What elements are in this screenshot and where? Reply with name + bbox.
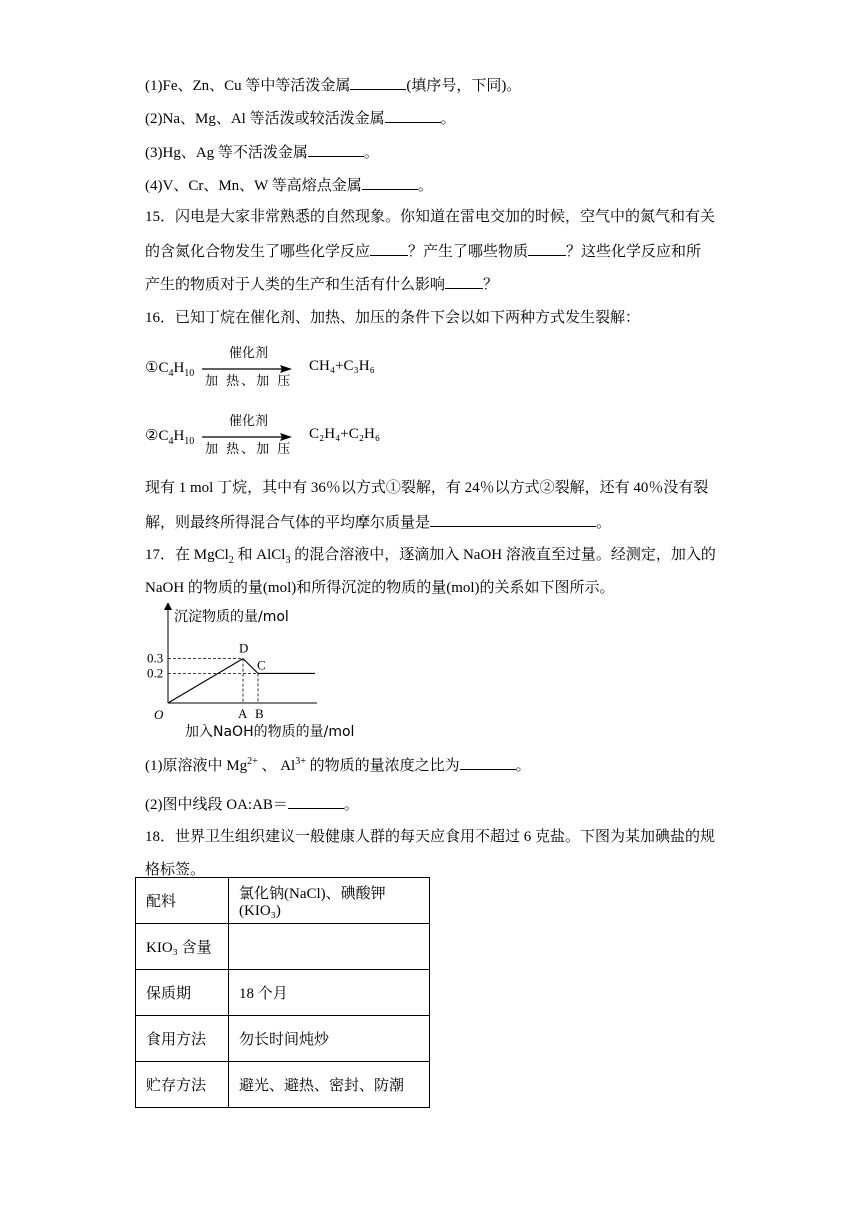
- table-row: [136, 1062, 430, 1108]
- q16-line-1: 16．已知丁烷在催化剂、加热、加压的条件下会以如下两种方式发生裂解：: [145, 310, 641, 326]
- series-segment: [243, 659, 258, 674]
- condition-label: 加 热、加 压: [205, 442, 293, 457]
- chart-guides: [168, 659, 258, 703]
- answer-blank[interactable]: [460, 754, 516, 770]
- series-segment: [168, 659, 243, 703]
- table-cell-key: 食用方法: [136, 1016, 229, 1062]
- q17-sub-1: (1)原溶液中 $Mg^{2+}$ 、 $Al^{3+}$ 的物质的量浓度之比为 。: [145, 756, 531, 774]
- x-tick-label: A: [238, 706, 248, 721]
- reaction-2: [145, 414, 745, 457]
- reaction-1-reactant: $①C_4H_{10}$: [145, 360, 195, 379]
- q15-line-1: 15．闪电是大家非常熟悉的自然现象。你知道在雷电交加的时候，空气中的氮气和有关: [145, 209, 716, 225]
- table-row: [136, 970, 430, 1016]
- table-cell-key: 配料: [136, 878, 229, 924]
- reaction-2-product: C₂H₄+C₂H₆: [309, 426, 381, 442]
- table-cell-key: KIO₃ 含量: [136, 924, 229, 970]
- answer-blank[interactable]: [528, 240, 566, 256]
- q14-item-1: (1)Fe、Zn、Cu 等中等活泼金属 (填序号，下同)。: [145, 74, 521, 96]
- x-tick-label: B: [255, 706, 264, 721]
- x-axis-label: 加入NaOH的物质的量/mol: [185, 724, 355, 740]
- q14-item-3: (3)Hg、Ag 等不活泼金属 。: [145, 141, 379, 163]
- reaction-1: [145, 346, 745, 389]
- q18-line-2: 格标签。: [145, 862, 206, 878]
- answer-blank[interactable]: [308, 141, 364, 157]
- q18-line-1: 18．世界卫生组织建议一般健康人群的每天应食用不超过 6 克盐。下图为某加碘盐的规: [145, 829, 716, 845]
- answer-blank[interactable]: [362, 174, 418, 190]
- answer-blank[interactable]: [288, 793, 344, 809]
- q14-item-2: (2)Na、Mg、Al 等活泼或较活泼金属 。: [145, 107, 456, 129]
- answer-blank[interactable]: [370, 240, 408, 256]
- q17-line-1: 17．在 MgCl$_2$ 和 AlCl$_3$ 的混合溶液中，逐滴加入 NaOH 溶液直至过量。经测定，加入的: [145, 547, 716, 566]
- table-cell-value: 氯化钠(NaCl)、碘酸钾(KIO₃): [229, 878, 430, 924]
- q17-sub-2: (2)图中线段 OA:AB＝ 。: [145, 793, 359, 815]
- y-tick-label: 0.2: [147, 665, 164, 681]
- reaction-2-reactant: $②C_4H_{10}$: [145, 428, 195, 447]
- chart-series: [168, 659, 315, 703]
- reaction-1-product: CH₄+C₃H₆: [309, 358, 375, 374]
- q17-line-2: NaOH 的物质的量(mol)和所得沉淀的物质的量(mol)的关系如下图所示。: [145, 580, 615, 596]
- q15-line-2: 的含氮化合物发生了哪些化学反应 ？产生了哪些物质 ？这些化学反应和所: [145, 240, 701, 262]
- table-cell-value: 避光、避热、密封、防潮: [229, 1062, 430, 1108]
- y-tick-label: 0.3: [147, 650, 164, 666]
- chart-labels: [147, 608, 354, 740]
- answer-blank[interactable]: [430, 511, 596, 527]
- origin-label: O: [154, 707, 164, 722]
- q15-line-3: 产生的物质对于人类的生产和生活有什么影响 ？: [145, 273, 498, 295]
- q14-item-4: (4)V、Cr、Mn、W 等高熔点金属 。: [145, 174, 433, 196]
- answer-blank[interactable]: [350, 74, 406, 90]
- q16-text-1: 现有 1 mol 丁烷，其中有 36％以方式①裂解，有 24％以方式②裂解，还有 40％没有裂: [145, 480, 709, 496]
- table-row: [136, 924, 430, 970]
- y-axis-label: 沉淀物质的量/mol: [174, 609, 289, 625]
- salt-spec-table: [135, 877, 430, 1108]
- catalyst-label: 催化剂: [229, 346, 269, 361]
- precipitate-chart: [145, 603, 385, 743]
- table-cell-value: [229, 924, 430, 970]
- table-cell-key: 贮存方法: [136, 1062, 229, 1108]
- answer-blank[interactable]: [385, 107, 441, 123]
- point-label: D: [239, 640, 249, 656]
- catalyst-label: 催化剂: [229, 414, 269, 429]
- point-label: C: [257, 657, 266, 673]
- table-cell-key: 保质期: [136, 970, 229, 1016]
- answer-blank[interactable]: [445, 273, 483, 289]
- table-cell-value: 18 个月: [229, 970, 430, 1016]
- table-row: [136, 878, 430, 924]
- q16-text-2: 解，则最终所得混合气体的平均摩尔质量是 。: [145, 511, 611, 533]
- table-row: [136, 1016, 430, 1062]
- condition-label: 加 热、加 压: [205, 374, 293, 389]
- table-cell-value: 勿长时间炖炒: [229, 1016, 430, 1062]
